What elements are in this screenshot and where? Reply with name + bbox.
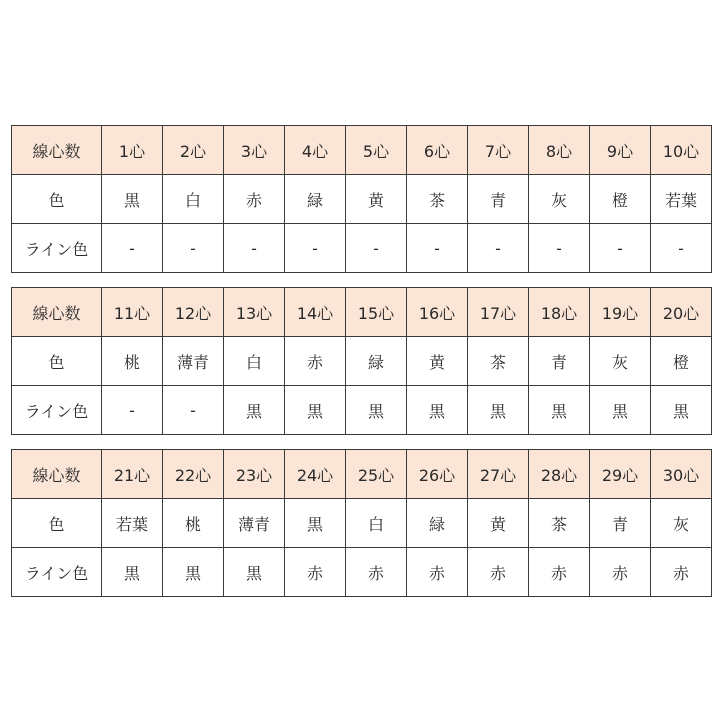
- line-color-cell: 赤: [468, 548, 529, 597]
- color-label: 色: [12, 337, 102, 386]
- color-cell: 若葉: [102, 499, 163, 548]
- core-count-cell: 3心: [224, 126, 285, 175]
- line-color-cell: 黒: [346, 386, 407, 435]
- line-color-cell: 赤: [285, 548, 346, 597]
- core-count-cell: 29心: [590, 450, 651, 499]
- core-count-row: [12, 126, 712, 175]
- line-color-cell: -: [651, 224, 712, 273]
- color-label: 色: [12, 175, 102, 224]
- color-cell: 緑: [346, 337, 407, 386]
- core-count-cell: 19心: [590, 288, 651, 337]
- core-count-cell: 21心: [102, 450, 163, 499]
- color-cell: 青: [529, 337, 590, 386]
- core-count-cell: 10心: [651, 126, 712, 175]
- color-row: [12, 499, 712, 548]
- core-count-cell: 27心: [468, 450, 529, 499]
- color-cell: 青: [468, 175, 529, 224]
- color-cell: 黄: [407, 337, 468, 386]
- color-cell: 黄: [468, 499, 529, 548]
- core-count-cell: 7心: [468, 126, 529, 175]
- line-color-row: [12, 386, 712, 435]
- line-color-row: [12, 548, 712, 597]
- core-count-cell: 13心: [224, 288, 285, 337]
- core-count-label: 線心数: [12, 126, 102, 175]
- core-count-cell: 2心: [163, 126, 224, 175]
- core-count-cell: 14心: [285, 288, 346, 337]
- core-count-row: [12, 288, 712, 337]
- line-color-cell: 黒: [102, 548, 163, 597]
- line-color-cell: -: [590, 224, 651, 273]
- line-color-cell: 黒: [407, 386, 468, 435]
- line-color-cell: 黒: [285, 386, 346, 435]
- line-color-row: [12, 224, 712, 273]
- core-count-cell: 5心: [346, 126, 407, 175]
- line-color-cell: -: [529, 224, 590, 273]
- color-row: [12, 337, 712, 386]
- line-color-cell: -: [285, 224, 346, 273]
- color-label: 色: [12, 499, 102, 548]
- core-count-cell: 23心: [224, 450, 285, 499]
- color-cell: 黒: [102, 175, 163, 224]
- color-cell: 薄青: [224, 499, 285, 548]
- core-count-cell: 18心: [529, 288, 590, 337]
- line-color-cell: 黒: [529, 386, 590, 435]
- core-count-label: 線心数: [12, 450, 102, 499]
- core-count-cell: 20心: [651, 288, 712, 337]
- color-cell: 桃: [102, 337, 163, 386]
- color-cell: 赤: [285, 337, 346, 386]
- line-color-cell: 黒: [651, 386, 712, 435]
- color-cell: 灰: [529, 175, 590, 224]
- line-color-cell: 赤: [346, 548, 407, 597]
- color-cell: 橙: [651, 337, 712, 386]
- wire-color-table-2: [11, 287, 712, 435]
- color-cell: 青: [590, 499, 651, 548]
- color-row: [12, 175, 712, 224]
- core-count-cell: 15心: [346, 288, 407, 337]
- color-cell: 茶: [529, 499, 590, 548]
- core-count-cell: 4心: [285, 126, 346, 175]
- line-color-cell: -: [407, 224, 468, 273]
- color-cell: 緑: [407, 499, 468, 548]
- line-color-label: ライン色: [12, 548, 102, 597]
- core-count-cell: 26心: [407, 450, 468, 499]
- color-cell: 緑: [285, 175, 346, 224]
- color-cell: 橙: [590, 175, 651, 224]
- core-count-cell: 1心: [102, 126, 163, 175]
- color-cell: 白: [163, 175, 224, 224]
- wire-color-table-1: [11, 125, 712, 273]
- color-cell: 黒: [285, 499, 346, 548]
- line-color-cell: -: [163, 386, 224, 435]
- line-color-cell: 赤: [529, 548, 590, 597]
- core-count-cell: 28心: [529, 450, 590, 499]
- core-count-row: [12, 450, 712, 499]
- core-count-cell: 30心: [651, 450, 712, 499]
- line-color-cell: -: [102, 386, 163, 435]
- line-color-cell: 黒: [163, 548, 224, 597]
- color-cell: 若葉: [651, 175, 712, 224]
- line-color-cell: -: [163, 224, 224, 273]
- core-count-cell: 11心: [102, 288, 163, 337]
- color-cell: 灰: [651, 499, 712, 548]
- core-count-cell: 9心: [590, 126, 651, 175]
- wire-color-table-3: [11, 449, 712, 597]
- core-count-label: 線心数: [12, 288, 102, 337]
- color-cell: 白: [224, 337, 285, 386]
- line-color-cell: 黒: [590, 386, 651, 435]
- color-cell: 赤: [224, 175, 285, 224]
- line-color-cell: 赤: [407, 548, 468, 597]
- color-cell: 白: [346, 499, 407, 548]
- color-cell: 茶: [407, 175, 468, 224]
- line-color-cell: 黒: [468, 386, 529, 435]
- core-count-cell: 25心: [346, 450, 407, 499]
- core-count-cell: 16心: [407, 288, 468, 337]
- line-color-cell: -: [102, 224, 163, 273]
- line-color-cell: -: [346, 224, 407, 273]
- core-count-cell: 22心: [163, 450, 224, 499]
- line-color-cell: -: [468, 224, 529, 273]
- line-color-label: ライン色: [12, 386, 102, 435]
- core-count-cell: 17心: [468, 288, 529, 337]
- color-cell: 灰: [590, 337, 651, 386]
- line-color-cell: 黒: [224, 386, 285, 435]
- core-count-cell: 24心: [285, 450, 346, 499]
- color-cell: 茶: [468, 337, 529, 386]
- line-color-cell: -: [224, 224, 285, 273]
- line-color-cell: 黒: [224, 548, 285, 597]
- core-count-cell: 6心: [407, 126, 468, 175]
- core-count-cell: 12心: [163, 288, 224, 337]
- color-cell: 薄青: [163, 337, 224, 386]
- core-count-cell: 8心: [529, 126, 590, 175]
- color-cell: 黄: [346, 175, 407, 224]
- line-color-label: ライン色: [12, 224, 102, 273]
- line-color-cell: 赤: [590, 548, 651, 597]
- color-cell: 桃: [163, 499, 224, 548]
- line-color-cell: 赤: [651, 548, 712, 597]
